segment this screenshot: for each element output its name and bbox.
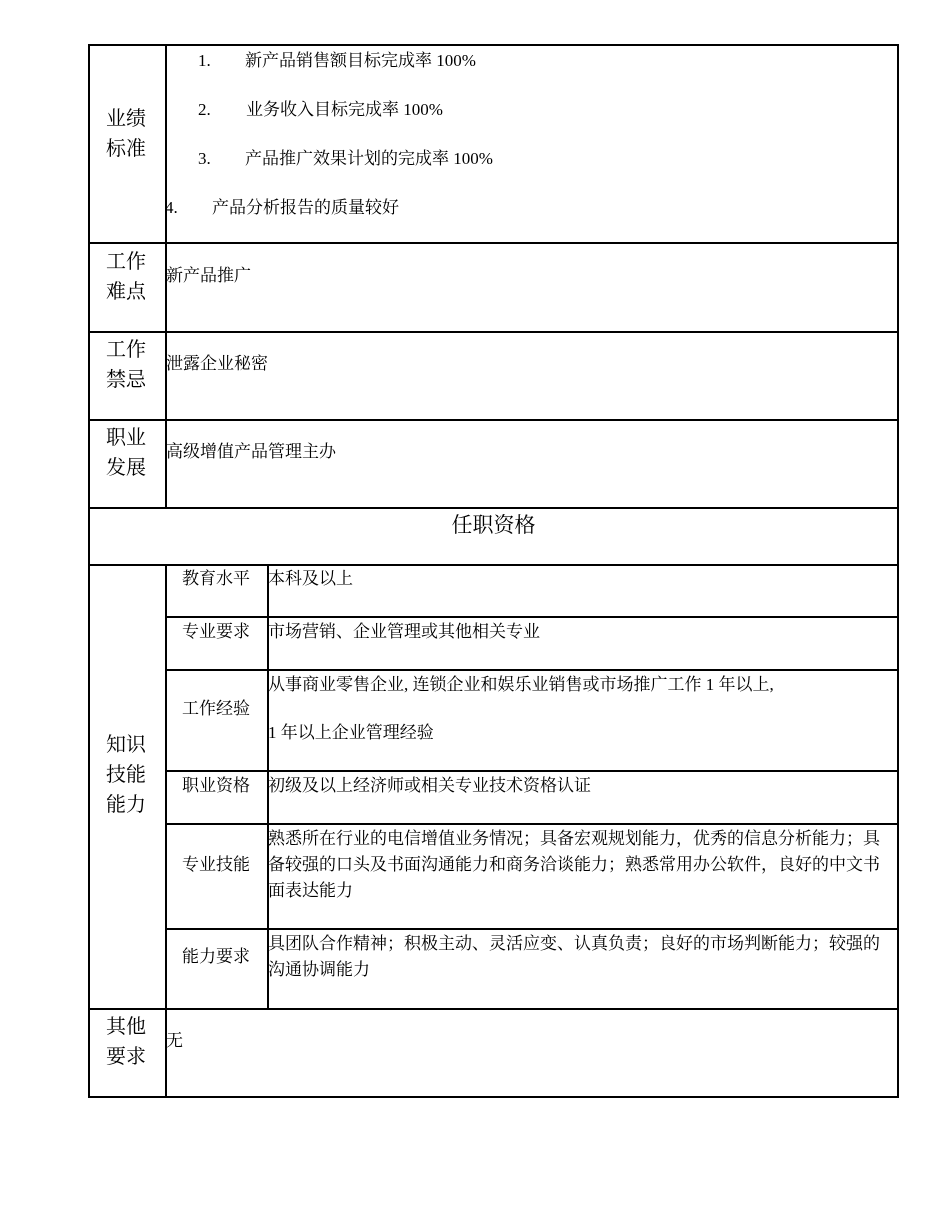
sub-sep-2 xyxy=(165,669,899,671)
difficulty-label: 工作 难点 xyxy=(106,251,146,303)
row-sep-3 xyxy=(88,419,899,421)
list-item-number: 4. xyxy=(165,198,178,217)
row-sep-5 xyxy=(88,564,899,566)
skills-value: 熟悉所在行业的电信增值业务情况；具备宏观规划能力，优秀的信息分析能力；具备较强的口头及书面沟通能力和商务洽谈能力；熟悉常用办公软件，良好的中文书面表达能力 xyxy=(268,829,880,900)
list-item-number: 2. xyxy=(198,100,211,119)
knowledge-skills-label: 知识 技能 能力 xyxy=(106,734,146,816)
list-item-text: 新产品销售额目标完成率 100% xyxy=(245,51,476,70)
career-label: 职业 发展 xyxy=(106,427,146,479)
row-sep-6 xyxy=(88,1008,899,1010)
row-sep-1 xyxy=(88,242,899,244)
list-item-text: 业务收入目标完成率 100% xyxy=(246,100,443,119)
other-label: 其他 要求 xyxy=(106,1016,146,1068)
list-item-text: 产品分析报告的质量较好 xyxy=(212,198,399,217)
sub-sep-1 xyxy=(165,616,899,618)
sub-sep-4 xyxy=(165,823,899,825)
other-value: 无 xyxy=(166,1031,183,1050)
row-sep-4 xyxy=(88,507,899,509)
major-label: 专业要求 xyxy=(182,622,250,641)
list-item-text: 产品推广效果计划的完成率 100% xyxy=(245,149,493,168)
certification-label: 职业资格 xyxy=(182,776,250,795)
border-top xyxy=(88,44,899,46)
border-bottom xyxy=(88,1096,899,1098)
sub-sep-3 xyxy=(165,770,899,772)
taboo-value: 泄露企业秘密 xyxy=(166,354,268,373)
ability-value: 具团队合作精神；积极主动、灵活应变、认真负责；良好的市场判断能力；较强的沟通协调能力 xyxy=(268,934,880,979)
major-value: 市场营销、企业管理或其他相关专业 xyxy=(268,622,540,641)
sub-sep-5 xyxy=(165,928,899,930)
experience-value-line1: 从事商业零售企业, 连锁企业和娱乐业销售或市场推广工作 1 年以上, xyxy=(268,675,774,694)
list-item-number: 3. xyxy=(198,149,211,168)
education-label: 教育水平 xyxy=(182,569,250,588)
list-item-number: 1. xyxy=(198,51,211,70)
experience-value-line2: 1 年以上企业管理经验 xyxy=(268,723,434,742)
taboo-label: 工作 禁忌 xyxy=(106,339,146,391)
performance-label: 业绩 标准 xyxy=(106,108,146,160)
skills-label: 专业技能 xyxy=(182,855,250,874)
qualification-title: 任职资格 xyxy=(451,513,536,537)
ability-label: 能力要求 xyxy=(182,947,250,966)
career-value: 高级增值产品管理主办 xyxy=(166,442,336,461)
experience-label: 工作经验 xyxy=(182,699,250,718)
job-description-table xyxy=(88,44,899,1097)
certification-value: 初级及以上经济师或相关专业技术资格认证 xyxy=(268,776,591,795)
performance-list xyxy=(165,49,888,239)
education-value: 本科及以上 xyxy=(268,569,353,588)
border-right xyxy=(897,44,899,1097)
difficulty-value: 新产品推广 xyxy=(166,266,251,285)
row-sep-2 xyxy=(88,331,899,333)
border-left xyxy=(88,44,90,1097)
